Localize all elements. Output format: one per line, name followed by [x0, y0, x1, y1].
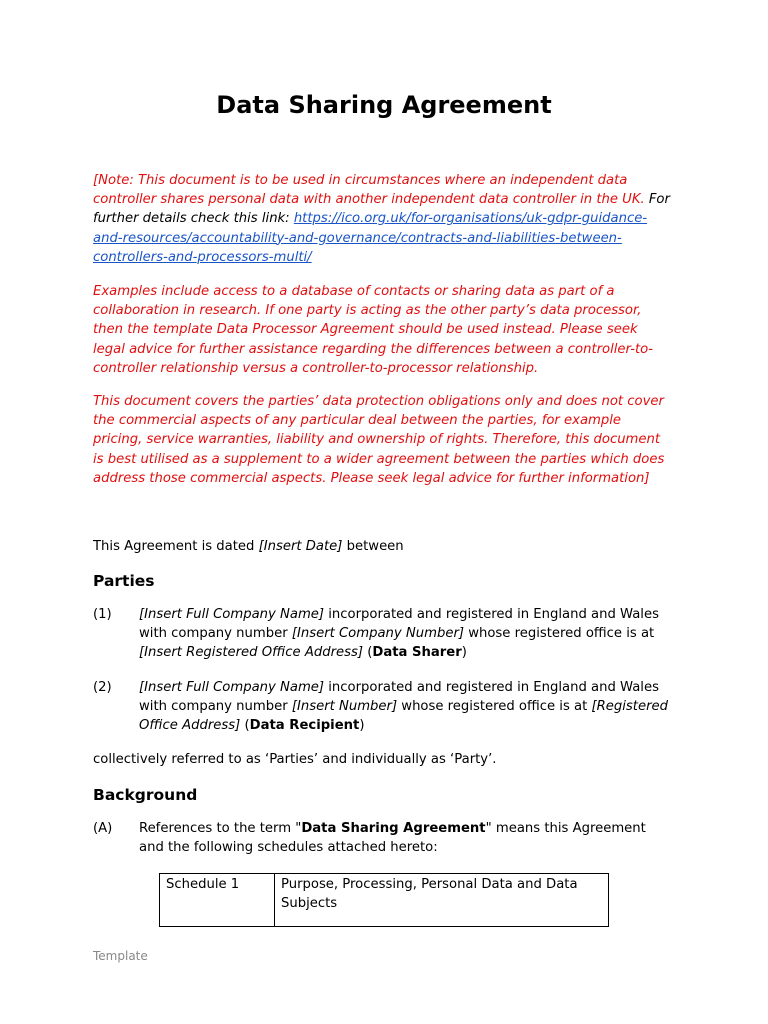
clause-number: (A)	[93, 821, 113, 836]
defined-term: Data Sharing Agreement	[301, 821, 486, 836]
schedule-number-cell: Schedule 1	[160, 874, 275, 926]
note-paragraph-1	[93, 171, 673, 267]
background-heading: Background	[93, 786, 198, 804]
note-paragraph-2: Examples include access to a database of contacts or sharing data as part of a collaboration in research. If one party is acting as the other party’s data processor, then the template Data Processor Agreement should be used instead. Please seek legal advice for further assistance regarding the differences between a controller-to-controller relationship versus a controller-to-processor relationship.	[93, 284, 653, 376]
date-placeholder: [Insert Date]	[258, 539, 343, 554]
clause-text: References to the term "Data Sharing Agreement" means this Agreement and the following schedules attached hereto:	[139, 821, 646, 856]
schedule-table	[159, 873, 609, 927]
background-clause-a	[93, 819, 673, 857]
ico-guidance-link[interactable]: https://ico.org.uk/for-organisations/uk-gdpr-guidance-and-resources/accountability-and-governance/contracts-and-liabilities-between-controllers-and-processors-multi/	[93, 211, 648, 265]
clause-text: [Insert Full Company Name] incorporated and registered in England and Wales with company number [Insert Number] whose registered office is at [Registered Office Address] (Data Recipient)	[139, 680, 668, 734]
clause-number: (1)	[93, 607, 112, 622]
clause-number: (2)	[93, 680, 112, 695]
party-1-clause	[93, 605, 673, 663]
note-text-black: For further details check this link:	[93, 192, 670, 227]
clause-text: [Insert Full Company Name] incorporated and registered in England and Wales with company number [Insert Company Number] whose registered office is at [Insert Registered Office Address] (Data Sharer)	[139, 607, 659, 661]
footer-label: Template	[93, 949, 148, 963]
parties-heading: Parties	[93, 572, 155, 590]
note-text: [Note: This document is to be used in circumstances where an independent data controller shares personal data with another independent data controller in the UK.	[93, 173, 645, 208]
document-title: Data Sharing Agreement	[216, 91, 552, 119]
collectively-referred: collectively referred to as ‘Parties’ and individually as ‘Party’.	[93, 752, 497, 767]
party-2-clause	[93, 678, 673, 736]
party-role: Data Recipient	[249, 718, 360, 734]
schedule-description-cell: Purpose, Processing, Personal Data and Data Subjects	[281, 877, 578, 911]
party-role: Data Sharer	[372, 645, 462, 661]
note-paragraph-3: This document covers the parties’ data protection obligations only and does not cover the commercial aspects of any particular deal between the parties, for example pricing, service warranties, liability and ownership of rights. Therefore, this document is best utilised as a supplement to a wider agreement between the parties which does address those commercial aspects. Please seek legal advice for further information]	[93, 394, 665, 486]
agreement-dated: This Agreement is dated [Insert Date] between	[93, 539, 404, 554]
